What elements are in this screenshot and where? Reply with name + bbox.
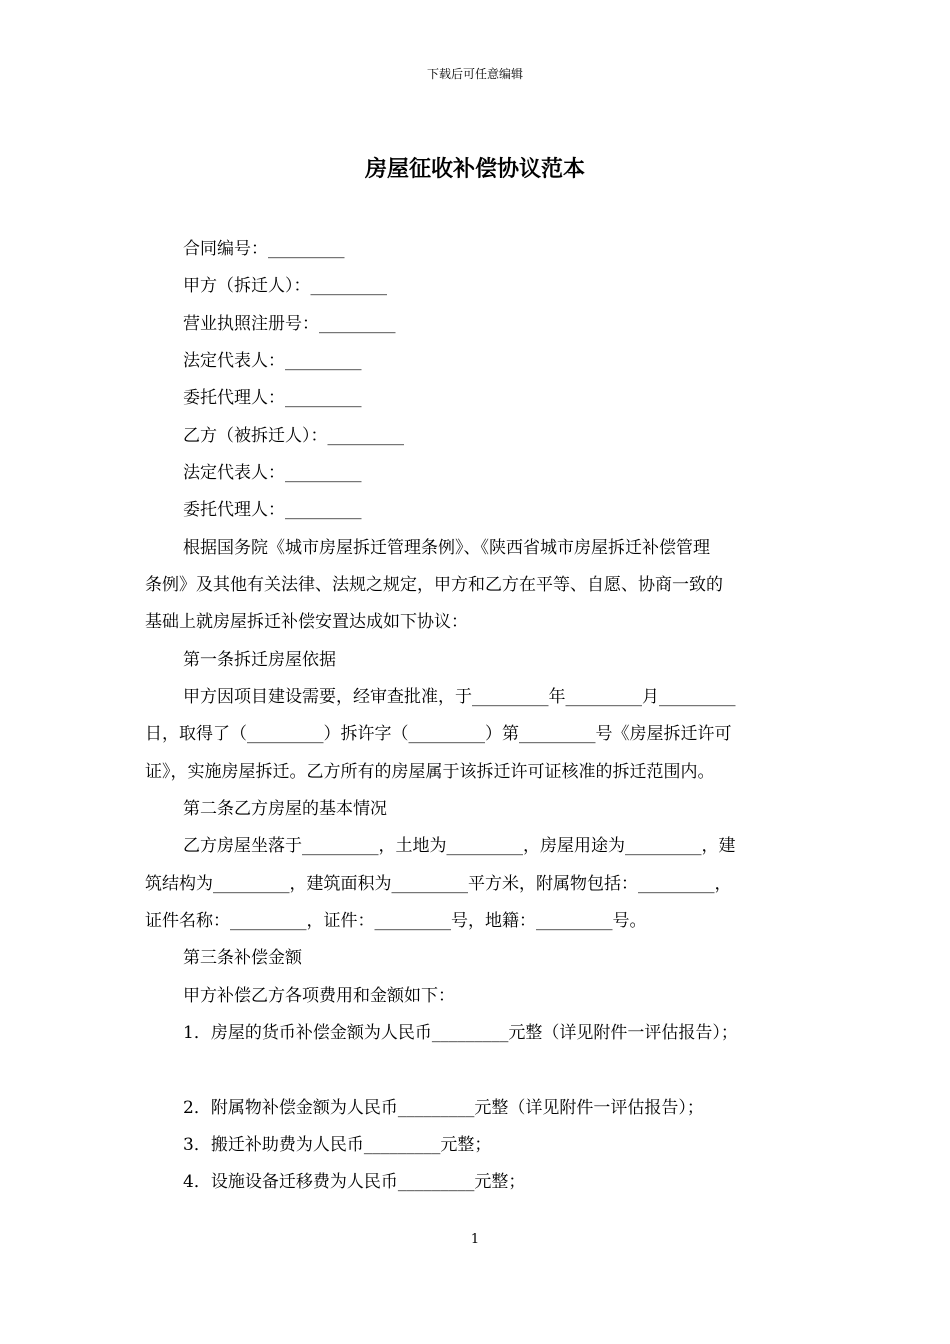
business-license-line: 营业执照注册号：_________ xyxy=(183,314,396,334)
preamble-line-1: 根据国务院《城市房屋拆迁管理条例》、《陕西省城市房屋拆迁补偿管理 xyxy=(183,538,710,558)
party-b-line: 乙方（被拆迁人）：_________ xyxy=(183,426,404,446)
party-b-agent-line: 委托代理人：_________ xyxy=(183,500,362,520)
party-a-agent-line: 委托代理人：_________ xyxy=(183,388,362,408)
article-2-line-1: 乙方房屋坐落于_________，土地为_________，房屋用途为_________，建 xyxy=(183,836,736,856)
article-1-line-1: 甲方因项目建设需要，经审查批准，于_________年_________月_________ xyxy=(183,687,736,707)
article-3-intro: 甲方补偿乙方各项费用和金额如下： xyxy=(183,986,455,1006)
contract-number-line: 合同编号：_________ xyxy=(183,239,345,259)
party-a-legal-rep-line: 法定代表人：_________ xyxy=(183,351,362,371)
article-2-line-3: 证件名称：_________，证件：_________号，地籍：_________号。 xyxy=(145,911,647,931)
article-2-heading: 第二条乙方房屋的基本情况 xyxy=(183,799,387,819)
compensation-item-1: 1．房屋的货币补偿金额为人民币_________元整（详见附件一评估报告）； xyxy=(183,1023,738,1043)
preamble-line-3: 基础上就房屋拆迁补偿安置达成如下协议： xyxy=(145,612,468,632)
page-header-note: 下载后可任意编辑 xyxy=(426,67,523,81)
compensation-item-4: 4．设施设备迁移费为人民币_________元整； xyxy=(183,1172,526,1192)
preamble-line-2: 条例》及其他有关法律、法规之规定，甲方和乙方在平等、自愿、协商一致的 xyxy=(145,575,723,595)
article-2-line-2: 筑结构为_________，建筑面积为_________平方米，附属物包括：_________， xyxy=(145,874,732,894)
compensation-item-2: 2．附属物补偿金额为人民币_________元整（详见附件一评估报告）； xyxy=(183,1098,704,1118)
article-3-heading: 第三条补偿金额 xyxy=(183,948,302,968)
compensation-item-3: 3．搬迁补助费为人民币_________元整； xyxy=(183,1135,492,1155)
article-1-line-3: 证》，实施房屋拆迁。乙方所有的房屋属于该拆迁许可证核准的拆迁范围内。 xyxy=(145,762,715,782)
party-a-line: 甲方（拆迁人）：_________ xyxy=(183,276,387,296)
party-b-legal-rep-line: 法定代表人：_________ xyxy=(183,463,362,483)
article-1-heading: 第一条拆迁房屋依据 xyxy=(183,650,336,670)
article-1-line-2: 日，取得了（_________）拆许字（_________）第_________号《房屋拆迁许可 xyxy=(145,724,732,744)
document-title: 房屋征收补偿协议范本 xyxy=(364,157,585,182)
page-number: 1 xyxy=(470,1232,480,1247)
